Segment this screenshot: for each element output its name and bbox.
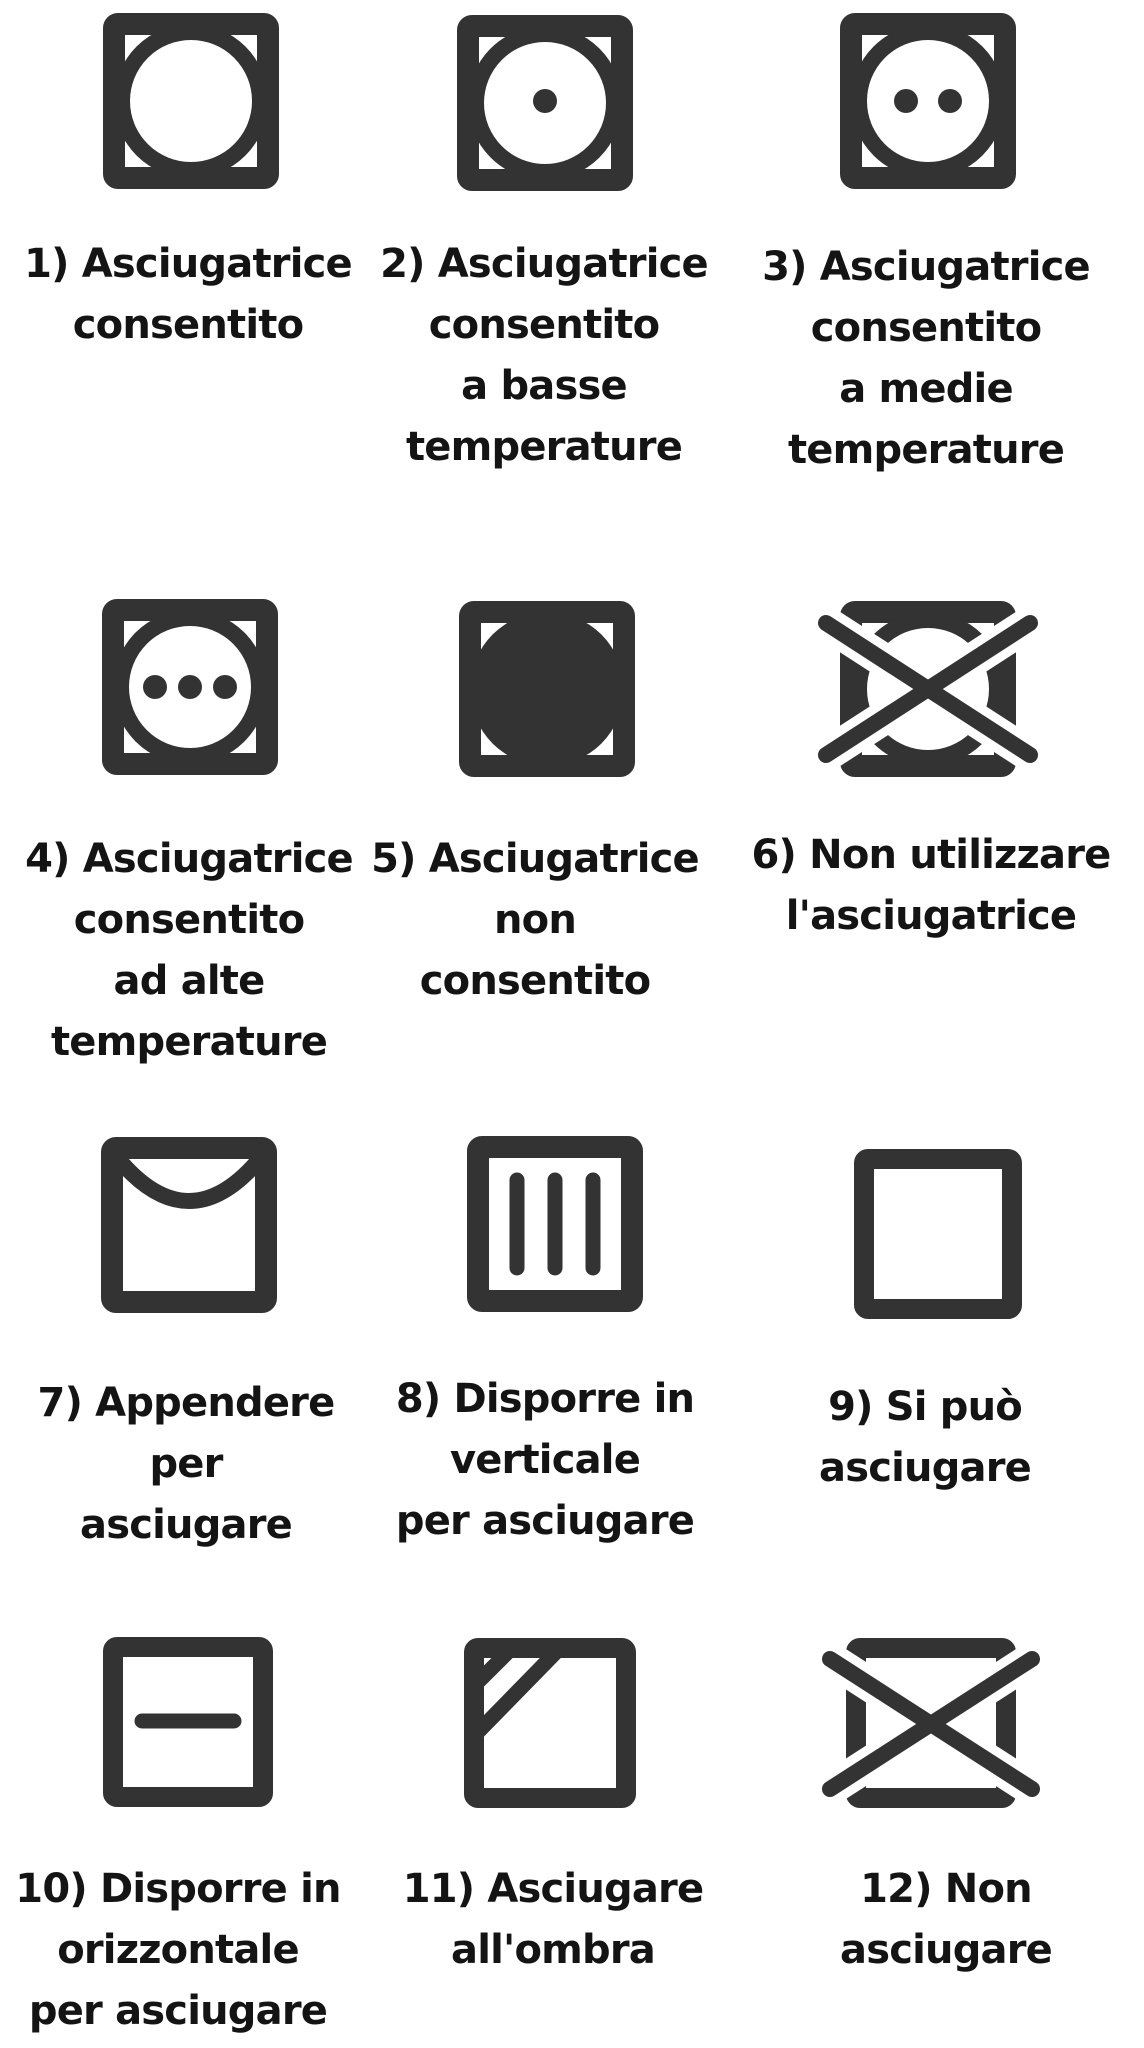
symbol-6-label (741, 825, 1121, 947)
symbol-8-label (355, 1369, 735, 1552)
label-line: orizzontale (57, 1927, 299, 1973)
do-not-dry-icon (818, 1637, 1044, 1809)
label-line: 3) Asciugatrice (762, 244, 1090, 290)
drip-dry-icon (467, 1136, 643, 1312)
label-line: per asciugare (28, 1988, 328, 2034)
tumble-dry-medium-heat-icon (840, 13, 1016, 189)
tumble-dry-no-heat-icon (459, 601, 635, 777)
label-line: l'asciugatrice (785, 893, 1077, 939)
dry-in-shade-icon (463, 1637, 637, 1809)
label-line: 12) Non (860, 1866, 1032, 1912)
label-line: 1) Asciugatrice (24, 241, 352, 287)
label-line: 6) Non utilizzare (751, 832, 1111, 878)
label-line: consentito (72, 302, 304, 348)
label-line: consentito (810, 305, 1042, 351)
label-line: consentito (428, 302, 660, 348)
symbol-1-label (0, 234, 378, 356)
label-line: a basse (461, 363, 627, 409)
label-line: consentito (419, 958, 651, 1004)
label-line: all'ombra (451, 1927, 655, 1973)
label-line: 4) Asciugatrice (25, 836, 353, 882)
label-line: 2) Asciugatrice (380, 241, 708, 287)
label-line: per (149, 1441, 223, 1487)
symbol-10-label (0, 1859, 368, 2042)
label-line: 9) Si può (828, 1384, 1022, 1430)
symbol-2-label (354, 234, 734, 478)
label-line: 8) Disporre in (395, 1376, 695, 1422)
label-line: verticale (449, 1437, 641, 1483)
label-line: asciugare (80, 1502, 292, 1548)
symbol-11-label (363, 1859, 743, 1981)
do-not-tumble-dry-icon (812, 601, 1044, 777)
label-line: per asciugare (395, 1498, 695, 1544)
label-line: 10) Disporre in (15, 1866, 341, 1912)
line-dry-icon (101, 1137, 277, 1313)
symbol-7-label (0, 1373, 376, 1556)
label-line: consentito (73, 897, 305, 943)
tumble-dry-high-heat-icon (102, 599, 278, 775)
symbol-4-label (0, 829, 379, 1073)
label-line: 11) Asciugare (402, 1866, 704, 1912)
label-line: 5) Asciugatrice (371, 836, 699, 882)
symbol-5-label (345, 829, 725, 1012)
label-line: asciugare (819, 1445, 1031, 1491)
symbol-12-label (756, 1859, 1136, 1981)
label-line: 7) Appendere (37, 1380, 335, 1426)
label-line: a medie (839, 366, 1013, 412)
symbol-9-label (735, 1377, 1115, 1499)
label-line: asciugare (840, 1927, 1052, 1973)
natural-dry-icon (853, 1148, 1023, 1320)
label-line: temperature (405, 424, 683, 470)
label-line: non (493, 897, 577, 943)
symbol-3-label (736, 237, 1116, 481)
tumble-dry-low-heat-icon (457, 15, 633, 191)
label-line: temperature (50, 1019, 328, 1065)
tumble-dry-icon (103, 13, 279, 189)
label-line: temperature (787, 427, 1065, 473)
dry-flat-icon (102, 1636, 274, 1808)
label-line: ad alte (113, 958, 265, 1004)
